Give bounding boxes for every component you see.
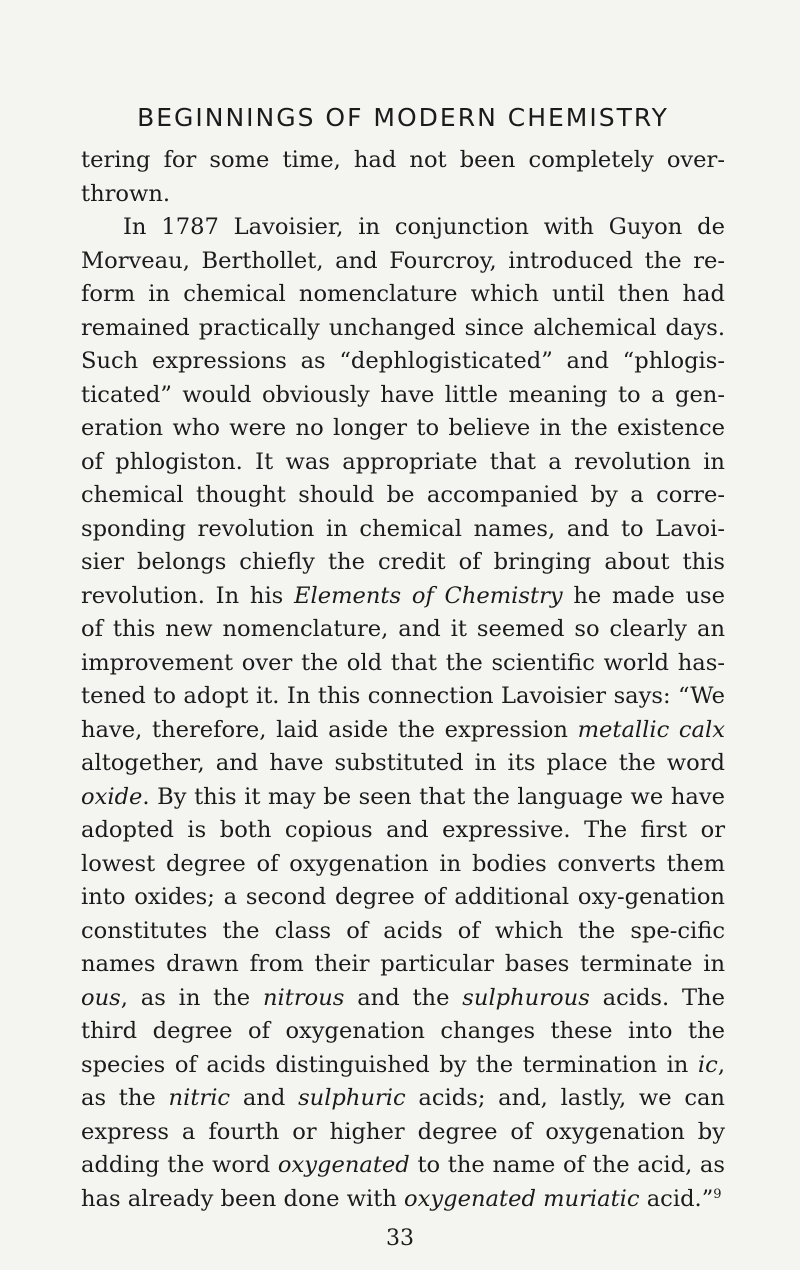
- term-oxygenated-muriatic: oxygenated muriatic: [404, 1185, 640, 1212]
- term-oxygenated: oxygenated: [277, 1152, 410, 1178]
- body-text: [81, 144, 725, 1216]
- term-sulphuric: sulphuric: [298, 1085, 406, 1111]
- term-ous: ous: [81, 984, 121, 1011]
- term-ic: ic: [697, 1051, 718, 1078]
- text-span: acid.”: [639, 1185, 714, 1212]
- running-head: BEGINNINGS OF MODERN CHEMISTRY: [137, 103, 669, 132]
- text-span: , as the: [81, 1051, 725, 1111]
- paragraph-nomenclature: [81, 211, 725, 1216]
- paragraph-continued: tering for some time, had not been completely over-thrown.: [81, 147, 725, 207]
- text-span: In 1787 Lavoisier, in conjunction with Guyon de Morveau, Berthollet, and Fourcroy, introduced the re-form in chemical nomenclature which until then had remained practically unchanged since alchemical days. Such expressions as “dephlogisticated” and “phlogis-ticated” would obviously have little meaning to a gen-eration who were no longer to believe in the existence of phlogiston. It was appropriate that a revolution in chemical thought should be accompanied by a corre-sponding revolution in chemical names, and to Lavoi-sier belongs chiefly the credit of bringing about this revolution. In his: [81, 214, 725, 609]
- footnote-reference: 9: [713, 1186, 722, 1202]
- term-metallic-calx: metallic calx: [577, 716, 725, 743]
- text-span: he made use of this new nomenclature, and it seemed so clearly an improvement over the old that the scientific world has-tened to adopt it. In this connection Lavoisier says: “We have, therefore, laid aside the expression: [81, 582, 725, 743]
- text-span: to the name of the acid, as has already been done with: [81, 1152, 726, 1212]
- page-number: 33: [386, 1226, 414, 1251]
- book-page: [81, 103, 725, 1216]
- term-sulphurous: sulphurous: [462, 984, 590, 1011]
- book-title: Elements of Chemistry: [294, 582, 563, 609]
- text-span: acids. The third degree of oxygenation changes these into the species of acids distinguished by the termination in: [81, 984, 725, 1078]
- text-span: . By this it may be seen that the language we have adopted is both copious and expressive. The first or lowest degree of oxygenation in bodies converts them into oxides; a second degree of additional oxy-genation constitutes the class of acids of which the spe-cific names drawn from their particular bases terminate in: [81, 783, 725, 977]
- term-oxide: oxide: [81, 783, 143, 810]
- text-span: acids; and, lastly, we can express a fourth or higher degree of oxygenation by adding the word: [81, 1085, 725, 1178]
- text-span: and the: [344, 984, 463, 1011]
- text-span: and: [230, 1085, 299, 1111]
- text-span: altogether, and have substituted in its place the word: [81, 750, 725, 776]
- term-nitric: nitric: [168, 1085, 231, 1111]
- text-span: , as in the: [120, 984, 263, 1011]
- term-nitrous: nitrous: [262, 984, 345, 1011]
